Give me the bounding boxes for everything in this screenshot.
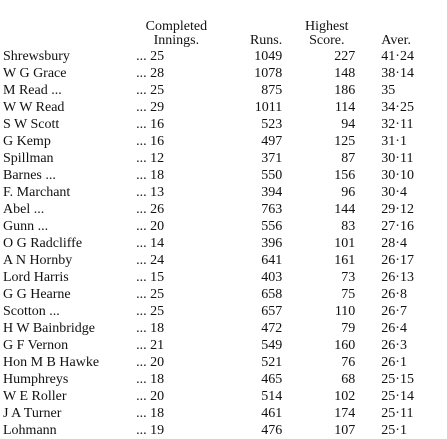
innings-cell: ... 20 (136, 355, 165, 370)
innings-cell: ... 20 (136, 389, 165, 404)
score-header-line2: Score. (309, 33, 345, 48)
player-name-cell: S W Scott (3, 117, 60, 132)
highest-score-cell: 186 (334, 83, 356, 98)
runs-cell: 658 (261, 287, 283, 302)
table-row (3, 82, 447, 99)
table-row (3, 116, 447, 133)
runs-cell: 556 (261, 219, 283, 234)
average-cell: 25·15 (381, 372, 414, 387)
highest-score-cell: 79 (341, 321, 356, 336)
table-row (3, 371, 447, 388)
highest-score-cell: 94 (341, 117, 356, 132)
innings-cell: ... 14 (136, 236, 165, 251)
table-row (3, 303, 447, 320)
runs-cell: 514 (261, 389, 283, 404)
table-row (3, 269, 447, 286)
table-row (3, 167, 447, 184)
average-cell: 26·1 (381, 355, 407, 370)
innings-cell: ... 20 (136, 219, 165, 234)
highest-score-cell: 96 (341, 185, 356, 200)
table-row (3, 235, 447, 252)
player-name-cell: J A Turner (3, 406, 62, 421)
average-cell: 25·14 (381, 389, 414, 404)
player-name-cell: G Kemp (3, 134, 51, 149)
name-column-header (3, 0, 136, 48)
highest-score-cell: 144 (334, 202, 356, 217)
runs-cell: 1078 (254, 66, 283, 81)
average-cell: 35 (381, 83, 396, 98)
table-row (3, 286, 447, 303)
innings-cell: ... 18 (136, 321, 165, 336)
highest-score-cell: 125 (334, 134, 356, 149)
highest-score-cell: 76 (341, 355, 356, 370)
average-cell: 25·1 (381, 423, 407, 438)
batting-averages-table (3, 0, 447, 439)
runs-cell: 465 (261, 372, 283, 387)
innings-cell: ... 21 (136, 338, 165, 353)
runs-cell: 371 (261, 151, 283, 166)
innings-cell: ... 15 (136, 270, 165, 285)
innings-cell: ... 25 (136, 83, 165, 98)
innings-cell: ... 25 (136, 49, 165, 64)
runs-cell: 1011 (254, 100, 283, 115)
innings-cell: ... 26 (136, 202, 165, 217)
table-row (3, 388, 447, 405)
innings-cell: ... 25 (136, 304, 165, 319)
runs-cell: 403 (261, 270, 283, 285)
header-row (3, 0, 447, 48)
average-cell: 41·24 (381, 49, 414, 64)
table-body (3, 48, 447, 439)
runs-cell: 875 (261, 83, 283, 98)
table-row (3, 405, 447, 422)
player-name-cell: O G Radcliffe (3, 236, 83, 251)
table-row (3, 354, 447, 371)
average-cell: 28·4 (381, 236, 407, 251)
table-row (3, 150, 447, 167)
innings-cell: ... 12 (136, 151, 165, 166)
table-row (3, 218, 447, 235)
innings-cell: ... 16 (136, 134, 165, 149)
average-cell: 26·3 (381, 338, 407, 353)
runs-column-header: Runs. (249, 33, 283, 48)
runs-cell: 497 (261, 134, 283, 149)
runs-cell: 476 (261, 423, 283, 438)
table-row (3, 252, 447, 269)
average-cell: 30·11 (381, 151, 414, 166)
highest-score-cell: 87 (341, 151, 356, 166)
player-name-cell: Gunn ... (3, 219, 49, 234)
runs-cell: 763 (261, 202, 283, 217)
runs-cell: 461 (261, 406, 283, 421)
player-name-cell: H W Bainbridge (3, 321, 96, 336)
player-name-cell: G G Hearne (3, 287, 71, 302)
highest-score-cell: 160 (334, 338, 356, 353)
highest-score-cell: 75 (341, 287, 356, 302)
highest-score-cell: 156 (334, 168, 356, 183)
innings-header-line1: Completed (145, 19, 208, 34)
table-row (3, 48, 447, 65)
score-column-header (286, 0, 367, 48)
average-cell: 34·25 (381, 100, 414, 115)
average-cell: 26·17 (381, 253, 414, 268)
average-cell: 31·1 (381, 134, 407, 149)
player-name-cell: Abel ... (3, 202, 45, 217)
table-row (3, 133, 447, 150)
runs-cell: 641 (261, 253, 283, 268)
highest-score-cell: 68 (341, 372, 356, 387)
highest-score-cell: 161 (334, 253, 356, 268)
average-cell: 29·12 (381, 202, 414, 217)
table-row (3, 337, 447, 354)
innings-cell: ... 16 (136, 117, 165, 132)
highest-score-cell: 73 (341, 270, 356, 285)
innings-cell: ... 18 (136, 406, 165, 421)
innings-header-line2: Innings. (153, 33, 200, 48)
player-name-cell: M Read ... (3, 83, 62, 98)
highest-score-cell: 110 (334, 304, 356, 319)
player-name-cell: Lord Harris (3, 270, 69, 285)
average-cell: 27·16 (381, 219, 414, 234)
highest-score-cell: 227 (334, 49, 356, 64)
player-name-cell: G F Vernon (3, 338, 69, 353)
innings-cell: ... 18 (136, 372, 165, 387)
highest-score-cell: 148 (334, 66, 356, 81)
runs-cell: 472 (261, 321, 283, 336)
highest-score-cell: 102 (334, 389, 356, 404)
player-name-cell: A N Hornby (3, 253, 73, 268)
average-cell: 32·11 (381, 117, 414, 132)
table-row (3, 422, 447, 439)
average-cell: 25·11 (381, 406, 414, 421)
player-name-cell: W G Grace (3, 66, 67, 81)
player-name-cell: W E Roller (3, 389, 67, 404)
runs-cell: 394 (261, 185, 283, 200)
table-row (3, 99, 447, 116)
average-cell: 38·14 (381, 66, 414, 81)
player-name-cell: Barnes ... (3, 168, 56, 183)
runs-cell: 523 (261, 117, 283, 132)
runs-cell: 550 (261, 168, 283, 183)
player-name-cell: Humphreys (3, 372, 69, 387)
aver-column-header: Aver. (381, 33, 411, 48)
innings-cell: ... 29 (136, 100, 165, 115)
innings-cell: ... 24 (136, 253, 165, 268)
highest-score-cell: 107 (334, 423, 356, 438)
player-name-cell: Scotton ... (3, 304, 60, 319)
average-cell: 30·10 (381, 168, 414, 183)
player-name-cell: W W Read (3, 100, 65, 115)
highest-score-cell: 174 (334, 406, 356, 421)
highest-score-cell: 101 (334, 236, 356, 251)
table-row (3, 320, 447, 337)
highest-score-cell: 83 (341, 219, 356, 234)
average-cell: 26·8 (381, 287, 407, 302)
average-cell: 30·4 (381, 185, 407, 200)
innings-column-header (136, 0, 216, 48)
runs-cell: 521 (261, 355, 283, 370)
innings-cell: ... 19 (136, 423, 165, 438)
average-cell: 26·4 (381, 321, 407, 336)
table-row (3, 184, 447, 201)
runs-cell: 396 (261, 236, 283, 251)
table-row (3, 201, 447, 218)
player-name-cell: Lohmann (3, 423, 57, 438)
runs-cell: 549 (261, 338, 283, 353)
player-name-cell: F. Marchant (3, 185, 71, 200)
innings-cell: ... 13 (136, 185, 165, 200)
innings-cell: ... 18 (136, 168, 165, 183)
table-row (3, 65, 447, 82)
player-name-cell: Hon M B Hawke (3, 355, 100, 370)
player-name-cell: Shrewsbury (3, 49, 70, 64)
highest-score-cell: 114 (334, 100, 356, 115)
score-header-line1: Highest (304, 19, 349, 34)
innings-cell: ... 28 (136, 66, 165, 81)
runs-cell: 657 (261, 304, 283, 319)
average-cell: 26·7 (381, 304, 407, 319)
average-cell: 26·13 (381, 270, 414, 285)
runs-cell: 1049 (254, 49, 283, 64)
player-name-cell: Spillman (3, 151, 54, 166)
innings-cell: ... 25 (136, 287, 165, 302)
